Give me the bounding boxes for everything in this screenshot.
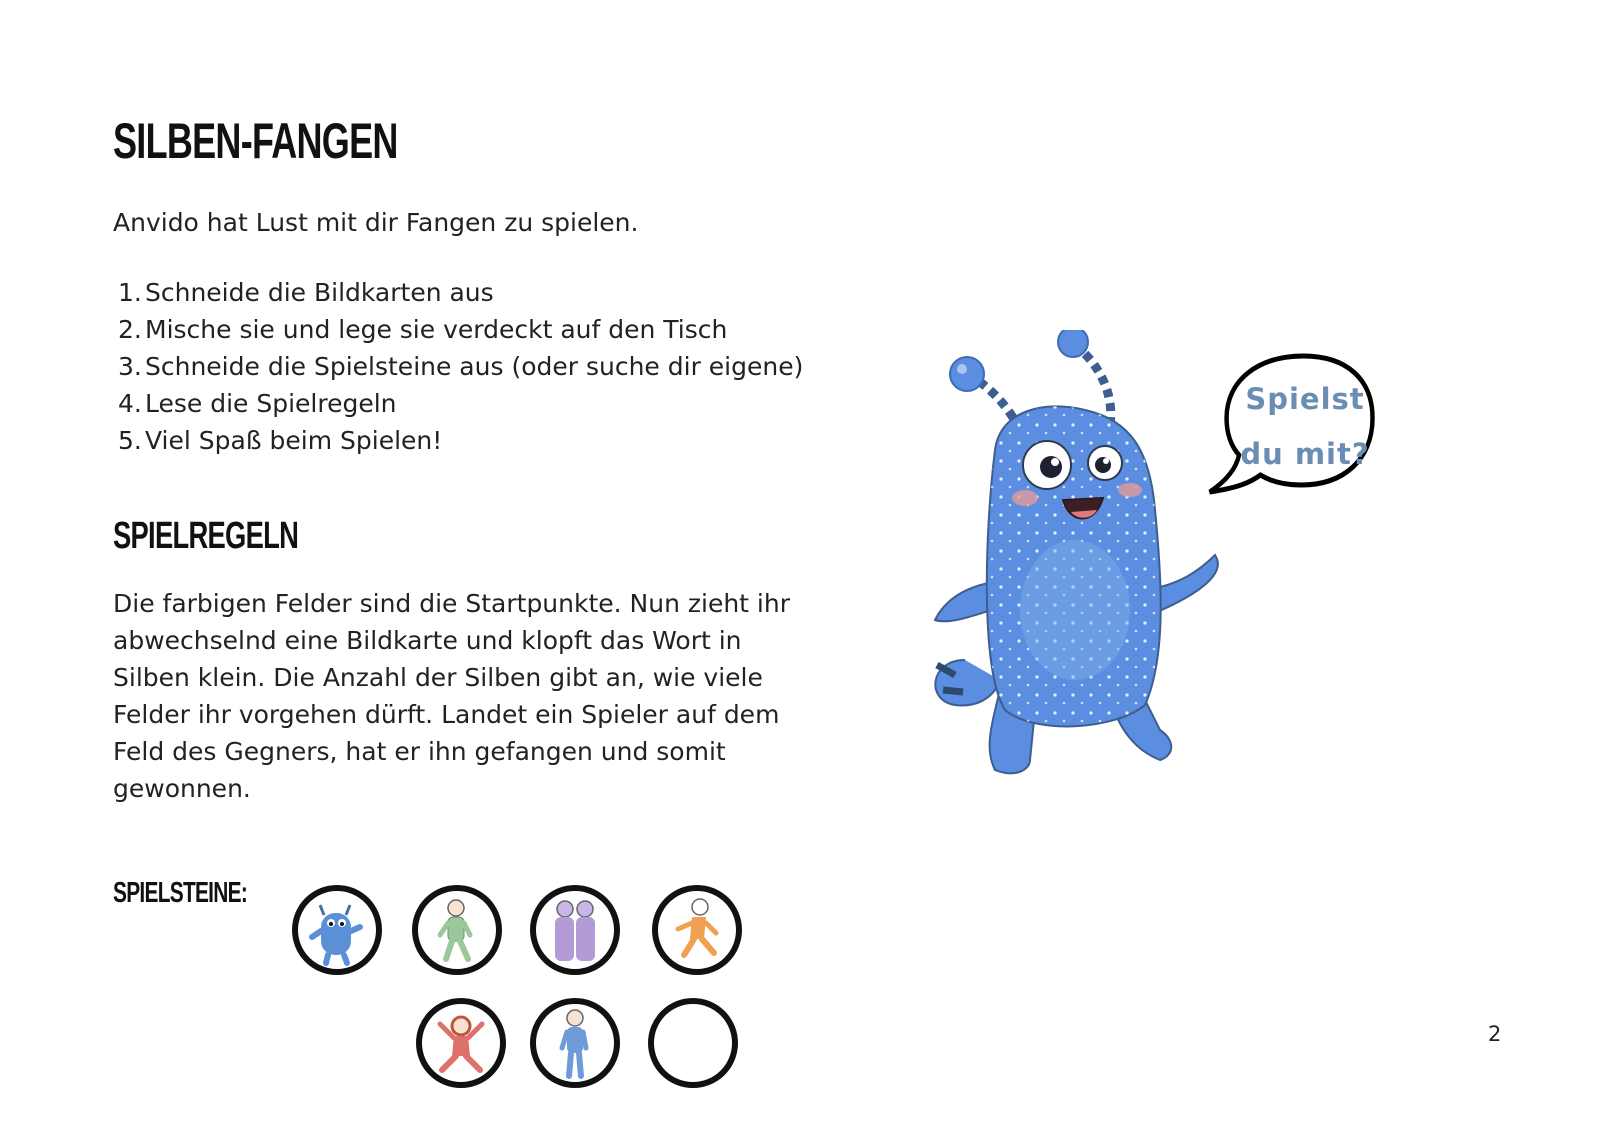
speech-bubble-line-2: du mit? — [1240, 437, 1370, 471]
list-item — [118, 422, 803, 459]
list-item — [118, 274, 803, 311]
empty-circle-icon — [646, 996, 740, 1090]
page-title: SILBEN-FANGEN — [113, 113, 398, 169]
list-number: 2. — [118, 315, 142, 344]
list-number: 4. — [118, 389, 142, 418]
rules-text: Die farbigen Felder sind die Startpunkte. Nun zieht ihr abwechselnd eine Bildkarte und klopft das Wort in Silben klein. Die Anzahl der Silben gibt an, wie viele Felder ihr vorgehen dürft. Landet ein Spieler auf dem Feld des Gegners, hat er ihn gefangen und somit gewonnen. — [113, 589, 791, 803]
page-number: 2 — [1488, 1022, 1502, 1046]
pieces-label: SPIELSTEINE: — [113, 877, 248, 909]
token-purple-pair — [528, 883, 622, 977]
token-orange-runner — [650, 883, 744, 977]
list-text: Mische sie und lege sie verdeckt auf den Tisch — [145, 315, 728, 344]
list-number: 1. — [118, 278, 142, 307]
list-number: 5. — [118, 426, 142, 455]
orange-runner-icon — [650, 883, 744, 977]
token-green-child — [410, 883, 504, 977]
list-text: Lese die Spielregeln — [145, 389, 397, 418]
blue-walker-icon — [528, 996, 622, 1090]
red-jumper-icon — [414, 996, 508, 1090]
rules-heading: SPIELREGELN — [113, 515, 299, 557]
green-child-icon — [410, 883, 504, 977]
purple-pair-icon — [528, 883, 622, 977]
token-blue-monster — [290, 883, 384, 977]
list-text: Schneide die Spielsteine aus (oder suche dir eigene) — [145, 352, 804, 381]
speech-bubble-line-1: Spielst — [1245, 382, 1365, 416]
list-text: Viel Spaß beim Spielen! — [145, 426, 443, 455]
instruction-list — [118, 274, 803, 459]
list-item — [118, 385, 803, 422]
token-blue-walker — [528, 996, 622, 1090]
token-red-jumper — [414, 996, 508, 1090]
list-item — [118, 348, 803, 385]
list-text: Schneide die Bildkarten aus — [145, 278, 494, 307]
token-empty — [646, 996, 740, 1090]
intro-text: Anvido hat Lust mit dir Fangen zu spielen. — [113, 208, 639, 237]
list-number: 3. — [118, 352, 142, 381]
speech-bubble — [1205, 350, 1380, 500]
list-item — [118, 311, 803, 348]
blue-monster-icon — [290, 883, 384, 977]
